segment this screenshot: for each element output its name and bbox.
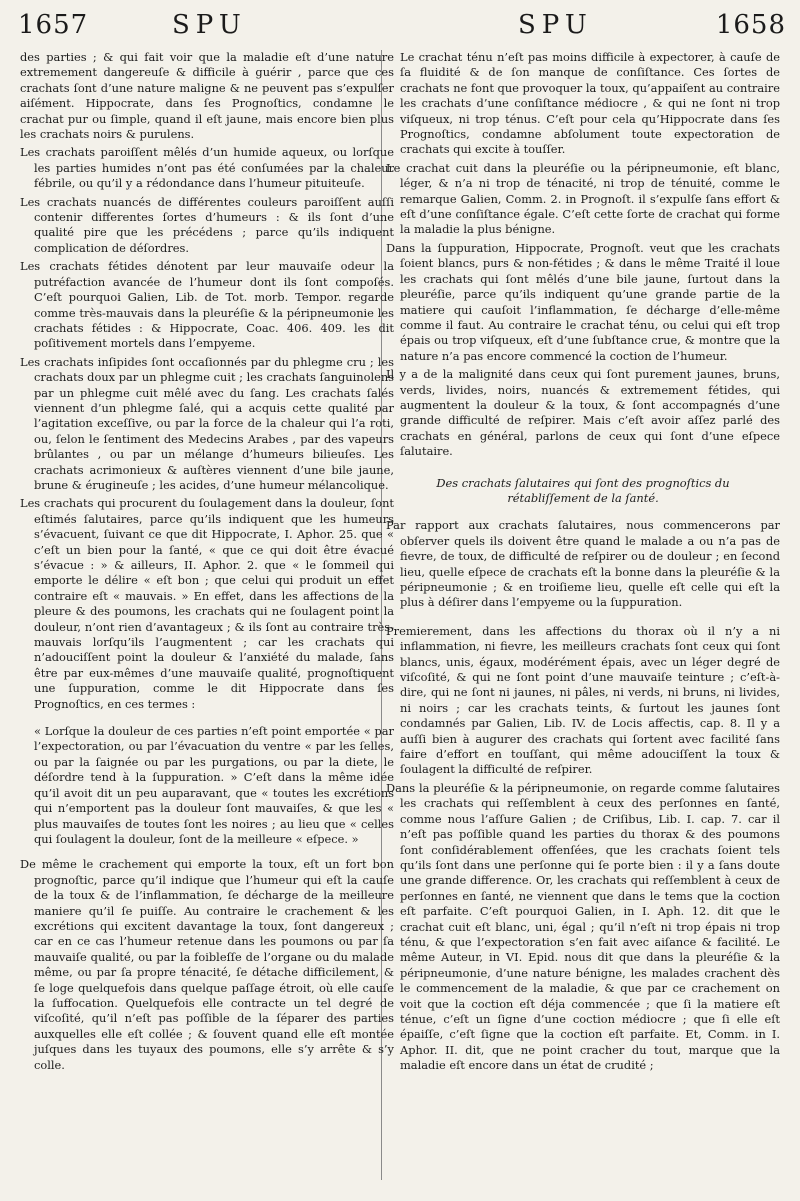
left-column	[20, 50, 394, 1076]
page-header	[0, 10, 800, 50]
paragraph: Il y a de la malignité dans ceux qui ſont purement jaunes, bruns, verds, livides, noirs, nuancés & extremement fétides, qui augmentent la douleur & la toux, & ſont accompagnés d’une grande difficulté de reſpirer. Mais c’eſt avoir aſſez parlé des crachats en général, parlons de ceux qui ſont d’une eſpece ſalutaire.	[386, 367, 780, 459]
paragraph: Le crachat cuit dans la pleuréſie ou la péripneumonie, eſt blanc, léger, & n’a ni trop de ténacité, ni trop de ténuité, comme le remarque Galien, Comm. 2. in Prognoſt. il s’expulſe ſans effort & eſt d’une conſiſtance égale. C’eſt cette ſorte de crachat qui forme la maladie la plus bénigne.	[386, 160, 780, 237]
quotation-block: « Lorſque la douleur de ces parties n’eſt point emportée « par l’expectoration, ou par l’évacuation du ventre « par les ſelles, ou par la ſaignée ou par les purgations, ou par la diete, le déſordre tend à la ſuppuration. » C’eſt dans la même idée qu’il avoit dit un peu auparavant, que « toutes les excrétions qui n’emportent pas la douleur ſont mauvaiſes, & que les « plus mauvaiſes de toutes ſont les noires ; au lieu que « celles qui ſoulagent la douleur, ſont de la meilleure « eſpece. »	[34, 724, 394, 846]
paragraph: Les crachats qui procurent du ſoulagement dans la douleur, ſont eſtimés ſalutaires, parce qu’ils indiquent que les humeurs s’évacuent, ſuivant ce que dit Hippocrate, I. Aphor. 25. que « c’eſt un bien pour la ſanté, « que ce qui doit être évacué s’évacue : » & ailleurs, II. Aphor. 2. que « le ſommeil qui emporte le délire « eſt bon ; que celui qui produit un effet contraire eſt « mauvais. » En effet, dans les affections de la pleure & des poumons, les crachats qui ne ſoulagent point la douleur, n’ont rien d’avantageux ; & ils ſont au contraire très-mauvais lorſqu’ils l’augmentent ; car les crachats qui n’adouciſſent point la douleur & l’anxiété du malade, ſans être par eux-mêmes d’une mauvaiſe qualité, prognoſtiquent une ſuppuration, comme le dit Hippocrate dans ſes Prognoſtics, en ces termes :	[20, 496, 394, 711]
paragraph: Les crachats inſipides ſont occaſionnés par du phlegme cru ; les crachats doux par un phlegme cuit ; les crachats ſanguinolens par un phlegme cuit mêlé avec du ſang. Les crachats ſalés viennent d’un phlegme ſalé, qui a acquis cette qualité par l’agitation exceſſive, ou par la force de la chaleur qui l’a roti, ou, ſelon le ſentiment des Medecins Arabes , par des vapeurs brûlantes , ou par un mélange d’humeurs bilieuſes. Les crachats acrimonieux & auſtères viennent d’une bile jaune, brune & érugineuſe ; les acides, d’une humeur mélancolique.	[20, 354, 395, 492]
page-number-left: 1657	[18, 10, 89, 40]
paragraph: des parties ; & qui fait voir que la maladie eſt d’une nature extremement dangereuſe & difficile à guérir , parce que ces crachats ſont d’une nature maligne & ne peuvent pas s’expulſer aiſément. Hippocrate, dans ſes Prognoſtics, condamne le crachat pur ou ſimple, quand il eſt jaune, mais encore bien plus les crachats noirs & purulens.	[20, 50, 394, 142]
paragraph: Dans la pleuréſie & la péripneumonie, on regarde comme ſalutaires les crachats qui reſſemblent à ceux des perſonnes en ſanté, comme nous l’aſſure Galien ; de Criſibus, Lib. I. cap. 7. car il n’eſt pas poſſible quand les parties du thorax & des poumons ſont conſidérablement offenſées, que les crachats ſoient tels qu’ils ſont dans une perſonne qui ſe porte bien : il y a ſans doute une grande difference. Or, les crachats qui reſſemblent à ceux de perſonnes en ſanté, ne viennent que dans le tems que la coction eſt parfaite. C’eſt pourquoi Galien, in I. Aph. 12. dit que le crachat cuit eſt blanc, uni, égal ; qu’il n’eſt ni trop épais ni trop ténu, & que l’expectoration s’en fait avec aiſance & facilité. Le même Auteur, in VI. Epid. nous dit que dans la pleuréſie & la péripneumonie, d’une nature bénigne, les malades crachent dès le commencement de la maladie, & que par ce crachement on voit que la coction eſt déja commencée ; que ſi la matiere eſt ténue, c’eſt un ſigne d’une coction médiocre ; que ſi elle eſt épaiſſe, c’eſt ſigne que la coction eſt parfaite. Et, Comm. in I. Aphor. II. dit, que ne point cracher du tout, marque que la maladie eſt encore dans un état de crudité ;	[386, 780, 780, 1073]
paragraph: De même le crachement qui emporte la toux, eſt un fort bon prognoſtic, parce qu’il indique que l’humeur qui eſt la cauſe de la toux & de l’inflammation, ſe décharge de la meilleure maniere qu’il ſe puiſſe. Au contraire le crachement & les excrétions qui excitent davantage la toux, ſont dangereux ; car en ce cas l’humeur retenue dans les poumons ou par ſa mauvaiſe qualité, ou par la foibleſſe de l’organe ou du malade même, ou par ſa propre ténacité, ſe détache difficilement, & ſe loge quelquefois dans quelque paſſage étroit, où elle cauſe la ſuffocation. Quelquefois elle contracte un tel degré de viſcoſité, qu’il n’eſt pas poſſible de la ſéparer des parties auxquelles elle eſt collée ; & ſouvent quand elle eſt montée juſques dans les tuyaux des poumons, elle s’y arrête & s’y colle.	[20, 857, 394, 1072]
paragraph: Les crachats fétides dénotent par leur mauvaiſe odeur la putréfaction avancée de l’humeur dont ils ſont compoſés. C’eſt pourquoi Galien, Lib. de Tot. morb. Tempor. regarde comme très-mauvais dans la pleuréſie & la péripneumonie les crachats fétides : & Hippocrate, Coac. 406. 409. les dit poſitivement mortels dans l’empyeme.	[20, 259, 394, 351]
paragraph: Les crachats nuancés de différentes couleurs paroiſſent auſſi contenir differentes ſortes d’humeurs : & ils ſont d’une qualité pire que les précédens ; parce qu’ils indiquent complication de déſordres.	[20, 194, 394, 255]
paragraph: Le crachat ténu n’eſt pas moins difficile à expectorer, à cauſe de ſa fluidité & de ſon manque de conſiſtance. Ces ſortes de crachats ne font que provoquer la toux, qu’appaiſent au contraire les crachats d’une conſiſtance médiocre , & qui ne ſont ni trop viſqueux, ni trop ténus. C’eſt pour cela qu’Hippocrate dans ſes Prognoſtics, condamne abſolument toute expectoration de crachats qui excite à touſſer.	[400, 50, 780, 157]
paragraph: Dans la ſuppuration, Hippocrate, Prognoſt. veut que les crachats ſoient blancs, purs & non-fétides ; & dans le même Traité il loue les crachats qui ſont mêlés d’une bile jaune, ſurtout dans la pleuréſie, parce qu’ils indiquent qu’une grande partie de la matiere qui cauſoit l’inflammation, ſe décharge d’elle-même comme il faut. Au contraire le crachat ténu, ou celui qui eſt trop épais ou trop viſqueux, eſt d’une ſubſtance crue, & montre que la nature n’a pas encore commencé la coction de l’humeur.	[386, 240, 780, 363]
right-column	[386, 50, 780, 1077]
page-number-right: 1658	[715, 10, 786, 40]
paragraph: Par rapport aux crachats ſalutaires, nous commencerons par obſerver quels ils doivent être quand le malade a ou n’a pas de fievre, de toux, de difficulté de reſpirer ou de douleur ; en ſecond lieu, quelle eſpece de crachats eſt la bonne dans la pleuréſie & la péripneumonie ; & en troiſieme lieu, quelle eſt celle qui eſt la plus à déſirer dans l’empyeme ou la ſuppuration.	[386, 518, 780, 610]
running-headword-right: SPU	[518, 10, 593, 40]
section-title: Des crachats ſalutaires qui ſont des prognoſtics du rétabliſſement de la ſanté.	[436, 475, 730, 505]
running-headword-left: SPU	[172, 10, 247, 40]
paragraph: Les crachats paroiſſent mêlés d’un humide aqueux, ou lorſque les parties humides n’ont pas été conſumées par la chaleur fébrile, ou qu’il y a rédondance dans l’humeur pituiteuſe.	[20, 145, 394, 191]
paragraph: Premierement, dans les affections du thorax où il n’y a ni inflammation, ni fievre, les meilleurs crachats ſont ceux qui ſont blancs, unis, égaux, modérément épais, avec un léger degré de viſcoſité, & qui ne ſont point d’une mauvaiſe teinture ; c’eſt-à-dire, qui ne ſont ni jaunes, ni pâles, ni verds, ni bruns, ni livides, ni noirs ; car les crachats teints, & ſurtout les jaunes ſont condamnés par Galien, Lib. IV. de Locis affectis, cap. 8. Il y a auſſi bien à augurer des crachats qui ſortent avec facilité ſans faire d’effort en touſſant, qui même adouciſſent la toux & ſoulagent la difficulté de reſpirer.	[386, 623, 780, 777]
